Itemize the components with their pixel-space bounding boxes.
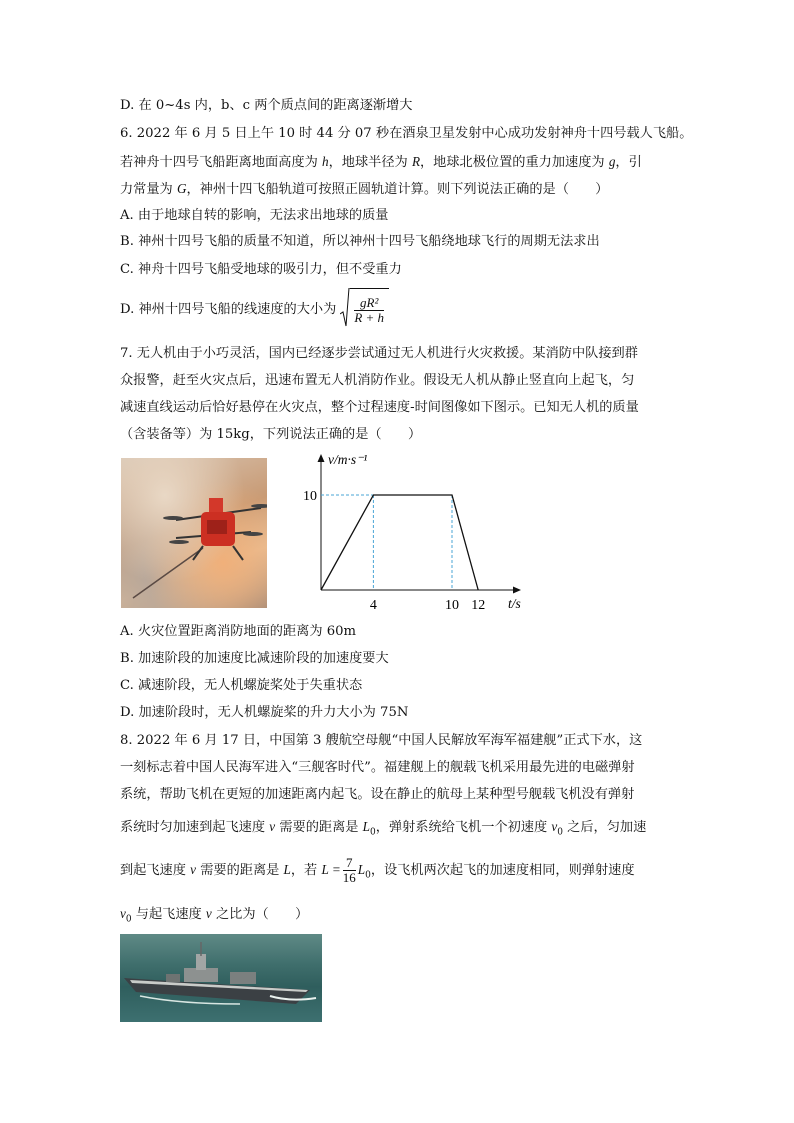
q5-option-d: D. 在 0~4s 内，b、c 两个质点间的距离逐渐增大 (120, 98, 413, 113)
q7-stem-line-1: 7. 无人机由于小巧灵活，国内已经逐步尝试通过无人机进行火灾救援。某消防中队接到群 (120, 346, 638, 361)
velocity-time-chart (290, 450, 540, 615)
drone-firefighting-photo (121, 458, 267, 608)
q8-stem-line-3: 系统，帮助飞机在更短的加速距离内起飞。设在静止的航母上某种型号舰载飞机没有弹射 (120, 787, 635, 802)
q7-stem-line-4: （含装备等）为 15kg，下列说法正确的是（ ） (120, 427, 422, 442)
q8-stem-line-4: 系统时匀加速到起飞速度 v 需要的距离是 $L_0$，弹射系统给飞机一个初速度 $v_0$ 之后，匀加速 (120, 819, 647, 838)
q8-stem-line-6: $v_0$ 与起飞速度 v 之比为（ ） (120, 906, 309, 925)
x-tick-label-10: 10 (445, 598, 459, 613)
drone-illustration (121, 458, 267, 608)
q7-option-a: A. 火灾位置距离消防地面的距离为 60m (120, 624, 357, 639)
q7-stem-line-2: 众报警，赶至火灾点后，迅速布置无人机消防作业。假设无人机从静止竖直向上起飞，匀 (120, 373, 635, 388)
y-axis-label: v/m·s⁻¹ (328, 452, 368, 467)
velocity-line (321, 495, 478, 590)
x-axis-label: t/s (508, 596, 521, 611)
q6-stem-line-2: 若神舟十四号飞船距离地面高度为 h，地球半径为 R，地球北极位置的重力加速度为 g，引 (120, 154, 642, 170)
q6-option-b: B. 神州十四号飞船的质量不知道，所以神州十四号飞船绕地球飞行的周期无法求出 (120, 234, 600, 249)
q6-stem-line-1: 6. 2022 年 6 月 5 日上午 10 时 44 分 07 秒在酒泉卫星发射中心成功发射神舟十四号载人飞船。 (120, 126, 693, 141)
fraction-7-16: $\frac{7}{16}$ (342, 855, 356, 885)
q7-option-c: C. 减速阶段，无人机螺旋桨处于失重状态 (120, 678, 363, 693)
q8-stem-line-2: 一刻标志着中国人民海军进入“三舰客时代”。福建舰上的舰载飞机采用最先进的电磁弹射 (120, 760, 635, 775)
sqrt-expression: $\frac{\text{gR²}}{R + h}$ (340, 288, 389, 331)
x-tick-label-4: 4 (369, 598, 377, 613)
q8-stem-line-1: 8. 2022 年 6 月 17 日，中国第 3 艘航空母舰“中国人民解放军海军福建舰”正式下水，这 (120, 733, 643, 748)
x-axis-arrow (513, 587, 521, 594)
x-tick-label-12: 12 (471, 598, 486, 613)
q6-option-a: A. 由于地球自转的影响，无法求出地球的质量 (120, 208, 389, 223)
q6-option-d: D. 神州十四号飞船的线速度的大小为 $\frac{\text{gR²}}{R + h}$ (120, 288, 389, 331)
q8-stem-line-5: 到起飞速度 v 需要的距离是 L，若 L = $\frac{7}{16}$ $L_0$，设飞机两次起飞的加速度相同，则弹射速度 (120, 855, 635, 885)
q6-option-c: C. 神舟十四号飞船受地球的吸引力，但不受重力 (120, 262, 402, 277)
q7-stem-line-3: 减速直线运动后恰好悬停在火灾点，整个过程速度-时间图像如下图示。已知无人机的质量 (120, 400, 639, 415)
q7-option-d: D. 加速阶段时，无人机螺旋桨的升力大小为 75N (120, 705, 409, 720)
y-axis-arrow (318, 454, 325, 462)
warship-photo (120, 934, 322, 1022)
q7-option-b: B. 加速阶段的加速度比减速阶段的加速度要大 (120, 651, 389, 666)
q6-stem-line-3: 力常量为 G，神州十四飞船轨道可按照正圆轨道计算。则下列说法正确的是（ ） (120, 181, 609, 197)
y-tick-label-10: 10 (303, 489, 317, 504)
warship-illustration (120, 934, 322, 1022)
